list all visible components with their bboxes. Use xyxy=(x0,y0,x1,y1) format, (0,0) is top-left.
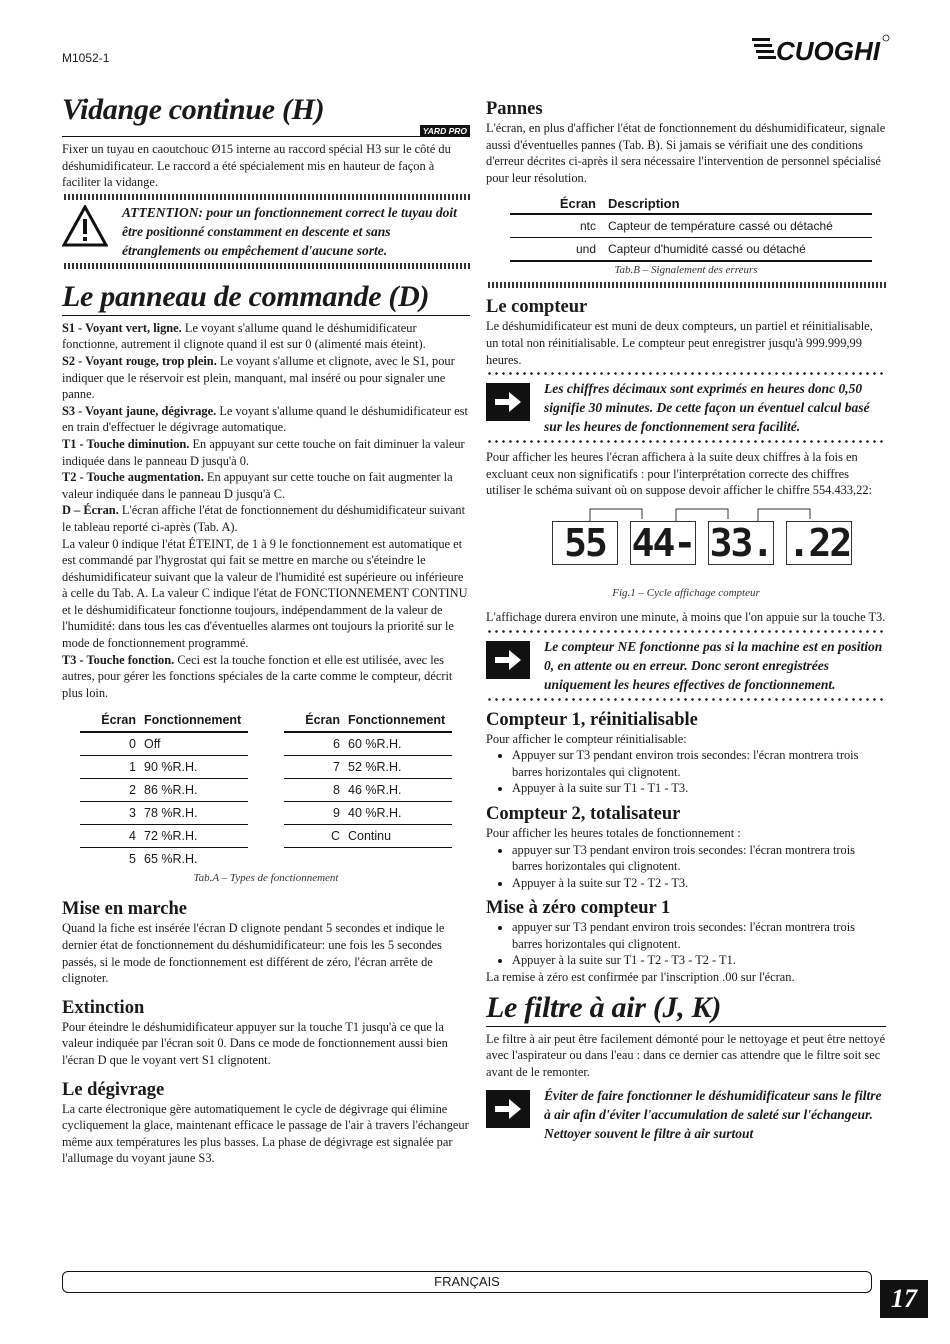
table-cell: Continu xyxy=(344,825,452,848)
tab-a-head-fonct: Fonctionnement xyxy=(344,709,452,732)
wave-divider xyxy=(62,263,470,269)
s1-label: S1 - Voyant vert, ligne. xyxy=(62,320,182,335)
compteur1-title: Compteur 1, réinitialisable xyxy=(486,709,698,730)
t3-label: T3 - Touche fonction. xyxy=(62,652,175,667)
footer-language-bar xyxy=(62,1271,872,1293)
table-cell: 6 xyxy=(284,732,344,756)
tab-a-head-fonct: Fonctionnement xyxy=(140,709,248,732)
compteur-title: Le compteur xyxy=(486,297,588,318)
footer-language: FRANÇAIS xyxy=(434,1274,500,1289)
pannes-title: Pannes xyxy=(486,99,543,119)
lcd-digit-group: 44- xyxy=(631,520,695,565)
affichage-text: L'affichage durera environ une minute, à moins que l'on appuie sur la touche T3. xyxy=(486,609,886,624)
tab-a-right xyxy=(284,709,452,848)
vidange-text: Fixer un tuyau en caoutchouc Ø15 interne au raccord spécial H3 sur le côté du déshumidificateur. Le raccord a été spécialement mis en hauteur de façon à faciliter la vidange. xyxy=(62,142,451,190)
note3-text: Éviter de faire fonctionner le déshumidificateur sans le filtre à air afin d'éviter l'accumulation de saleté sur l'échangeur. Nettoyer souvent le filtre à air surtout xyxy=(544,1088,882,1142)
table-row xyxy=(284,825,452,848)
t2-label: T2 - Touche augmentation. xyxy=(62,470,204,485)
table-cell: Off xyxy=(140,732,248,756)
mise-zero-title: Mise à zéro compteur 1 xyxy=(486,898,671,919)
degivrage-title: Le dégivrage xyxy=(62,1079,165,1100)
note-block xyxy=(486,375,886,440)
table-row xyxy=(80,825,248,848)
t3-text: Ceci est la touche fonction et elle est utilisée, avec les autres, pour gérer les fonctions spéciales de la carte comme le compteur, décrit plus loin. xyxy=(62,652,453,700)
table-cell: 46 %R.H. xyxy=(344,779,452,802)
table-cell: 60 %R.H. xyxy=(344,732,452,756)
s1-paragraph xyxy=(62,320,470,353)
list-item: • appuyer sur T3 pendant environ trois secondes: l'écran montrera trois barres horizontales qui clignotent. xyxy=(512,919,886,952)
title-rule xyxy=(62,128,470,137)
lcd-digit-group: 33. xyxy=(709,520,773,565)
tab-a-left xyxy=(80,709,248,870)
compteur-text: Le déshumidificateur est muni de deux compteurs, un partiel et réinitialisable, un total non réinitialisable. Le compteur peut enregistrer jusqu'à 999.999,99 heures. xyxy=(486,319,873,367)
table-cell: 1 xyxy=(80,756,140,779)
list-item: • Appuyer à la suite sur T2 - T2 - T3. xyxy=(512,875,886,892)
mise-title: Mise en marche xyxy=(62,899,188,920)
logo-text: CUOGHI xyxy=(776,36,880,66)
tab-a-head-ecran: Écran xyxy=(284,709,344,732)
table-cell: 9 xyxy=(284,802,344,825)
extinction-title: Extinction xyxy=(62,997,145,1018)
degivrage-text: La carte électronique gère automatiquement le cycle de dégivrage qui élimine cycliquement la glace, maintenant efficace le passage de l'air à travers l'échangeur même aux températures les plus basses. La phase de dégivrage est signalée par l'allumage du voyant jaune S3. xyxy=(62,1101,469,1166)
s3-paragraph xyxy=(62,403,470,436)
table-cell: Capteur d'humidité cassé ou détaché xyxy=(602,238,872,262)
filtre-title: Le filtre à air (J, K) xyxy=(486,990,722,1024)
tab-b-caption: Tab.B – Signalement des erreurs xyxy=(614,264,758,277)
t1-paragraph xyxy=(62,436,470,469)
table-cell: 65 %R.H. xyxy=(144,852,198,867)
fig-caption: Fig.1 – Cycle affichage compteur xyxy=(612,586,760,599)
table-row xyxy=(284,732,452,756)
table-row xyxy=(80,756,248,779)
note2-text: Le compteur NE fonctionne pas si la machine est en position 0, en attente ou en erreur. Donc seront enregistrées uniquement les heures effectives de fonctionnement. xyxy=(544,638,883,692)
list-item: • Appuyer à la suite sur T1 - T2 - T3 - T2 - T1. xyxy=(512,952,886,969)
compteur1-intro: Pour afficher le compteur réinitialisable: xyxy=(486,731,687,746)
wave-divider xyxy=(486,282,886,288)
table-cell: C xyxy=(284,825,344,848)
table-cell: 72 %R.H. xyxy=(140,825,248,848)
doc-code: M1052-1 xyxy=(62,51,110,65)
table-cell: 2 xyxy=(80,779,140,802)
table-cell: 90 %R.H. xyxy=(140,756,248,779)
table-row xyxy=(284,756,452,779)
table-cell: 7 xyxy=(284,756,344,779)
t1-text: En appuyant sur cette touche on fait diminuer la valeur indiquée dans le panneau D jusqu'à 0. xyxy=(62,436,465,468)
lcd-figure xyxy=(552,505,886,587)
compteur2-intro: Pour afficher les heures totales de fonctionnement : xyxy=(486,825,741,840)
right-column xyxy=(486,98,886,1143)
arrow-right-icon xyxy=(486,641,530,679)
yard-pro-badge: YARD PRO xyxy=(420,125,470,137)
list-item: • Appuyer à la suite sur T1 - T1 - T3. xyxy=(512,780,886,797)
tab-b xyxy=(510,194,872,262)
table-cell: 5 xyxy=(129,852,136,867)
table-cell: 4 xyxy=(80,825,140,848)
filtre-text: Le filtre à air peut être facilement démonté pour le nettoyage et peut être nettoyé avec l'aspirateur ou dans l'eau : dans ce dernier cas attendre que le filtre soit sec avant de le remonter. xyxy=(486,1031,886,1079)
table-row xyxy=(510,214,872,238)
title-rule xyxy=(62,315,470,316)
arrow-right-icon xyxy=(486,1090,530,1128)
dotted-divider xyxy=(486,440,886,443)
attention-text: ATTENTION: pour un fonctionnement correct le tuyau doit être positionné constamment en descente et sans étranglements ou empêchement d'aucune sorte. xyxy=(122,204,457,258)
t2-text: En appuyant sur cette touche on fait augmenter la valeur indiquée dans le panneau D jusqu'à C. xyxy=(62,470,453,501)
tab-a xyxy=(62,709,470,870)
d-text: L'écran affiche l'état de fonctionnement du déshumidificateur suivant le tableau reporté ci-après (Tab. A). xyxy=(62,503,466,534)
afficher-text: Pour afficher les heures l'écran affichera à la suite deux chiffres à la fois en excluant ceux non significatifs : pour l'interprétation correcte des chiffres utiliser le schéma suivant où on suppose devoir afficher le chiffre 554.433,22: xyxy=(486,450,872,498)
mise-zero-list xyxy=(486,919,886,969)
tab-b-head-desc: Description xyxy=(602,194,872,214)
arrow-right-icon xyxy=(486,383,530,421)
table-cell: 52 %R.H. xyxy=(344,756,452,779)
list-item: • Appuyer sur T3 pendant environ trois secondes: l'écran montrera trois barres horizontales qui clignotent. xyxy=(512,747,886,780)
attention-block xyxy=(62,203,470,260)
table-cell: 8 xyxy=(284,779,344,802)
s2-paragraph xyxy=(62,353,470,403)
table-row xyxy=(510,238,872,262)
note-block xyxy=(486,633,886,698)
table-cell: ntc xyxy=(510,214,602,238)
table-row xyxy=(80,779,248,802)
table-row xyxy=(80,848,248,871)
valeur-paragraph: La valeur 0 indique l'état ÉTEINT, de 1 à 9 le fonctionnement est automatique et est commandé par l'hygrostat qui fait se mettre en marche ou s'éteindre le déshumidificateur suivant que la valeur de l'humidité est supérieure ou inférieure à celle du Tab. A. La valeur C indique l'état de FONCTIONNEMENT CONTINU et le déshumidificateur fonctionne toujours, indépendamment de la valeur de l'humidité: dans tous les cas d'éventuelles alarmes ont toujours la priorité sur le mode de fonctionnement programmé. xyxy=(62,536,468,651)
dotted-divider xyxy=(486,698,886,701)
title-rule xyxy=(486,1026,886,1027)
vidange-title: Vidange continue (H) xyxy=(62,93,325,126)
s3-label: S3 - Voyant jaune, dégivrage. xyxy=(62,403,217,418)
panel-title: Le panneau de commande (D) xyxy=(62,279,430,313)
warning-icon xyxy=(62,203,112,260)
tab-a-head-ecran: Écran xyxy=(80,709,140,732)
compteur2-list xyxy=(486,842,886,892)
table-cell: 0 xyxy=(80,732,140,756)
tab-b-head-ecran: Écran xyxy=(510,194,602,214)
table-cell: und xyxy=(510,238,602,262)
table-row xyxy=(284,802,452,825)
mise-zero-after: La remise à zéro est confirmée par l'inscription .00 sur l'écran. xyxy=(486,970,795,985)
extinction-text: Pour éteindre le déshumidificateur appuyer sur la touche T1 jusqu'à ce que la valeur indiquée par l'écran soit 0. Dans ce mode de fonctionnement aussi bien l'écran D que le voyant vert S1 clignotent. xyxy=(62,1019,448,1067)
wave-divider xyxy=(62,194,470,200)
d-label: D – Écran. xyxy=(62,503,119,518)
note-block xyxy=(486,1086,886,1143)
compteur1-list xyxy=(486,747,886,797)
table-cell: 78 %R.H. xyxy=(140,802,248,825)
tab-a-caption: Tab.A – Types de fonctionnement xyxy=(193,872,339,885)
pannes-text: L'écran, en plus d'afficher l'état de fonctionnement du déshumidificateur, signale aussi d'éventuelles pannes (Tab. B). Si jamais se vérifiait une des conditions d'erreur décrites ci-après il sera nécessaire l'intervention de personnel spécialisé pour leur résolution. xyxy=(486,121,886,185)
t1-label: T1 - Touche diminution. xyxy=(62,436,190,451)
table-cell: 40 %R.H. xyxy=(344,802,452,825)
s1-text: Le voyant s'allume quand le déshumidificateur fonctionne, autrement il clignote quand il est sur 0 (alimenté mais éteint). xyxy=(62,320,426,352)
table-cell: 86 %R.H. xyxy=(140,779,248,802)
table-cell: 3 xyxy=(80,802,140,825)
note1-text: Les chiffres décimaux sont exprimés en heures donc 0,50 signifie 30 minutes. De cette façon un éventuel calcul basé sur les heures de fonctionnement sera facilité. xyxy=(544,381,870,435)
s2-label: S2 - Voyant rouge, trop plein. xyxy=(62,353,217,368)
table-row xyxy=(284,779,452,802)
s3-text: Le voyant s'allume quand le déshumidificateur est en train d'effectuer le dégivrage automatique. xyxy=(62,403,468,435)
table-row xyxy=(80,732,248,756)
compteur2-title: Compteur 2, totalisateur xyxy=(486,803,681,824)
lcd-display xyxy=(552,521,852,565)
mise-text: Quand la fiche est insérée l'écran D clignote pendant 5 secondes et indique le dernier état de fonctionnement du déshumidificateur: une fois les 5 secondes passés, si le mode de fonctionnement est différent de zéro, l'écran arrête de clignoter. xyxy=(62,921,445,986)
d-paragraph xyxy=(62,502,470,535)
page-number: 17 xyxy=(880,1280,928,1318)
table-row xyxy=(80,802,248,825)
table-cell: Capteur de température cassé ou détaché xyxy=(602,214,872,238)
left-column xyxy=(62,92,470,1167)
t3-paragraph xyxy=(62,652,470,702)
list-item: • appuyer sur T3 pendant environ trois secondes: l'écran montrera trois barres horizontales qui clignotent. xyxy=(512,842,886,875)
brand-logo xyxy=(750,32,890,66)
t2-paragraph xyxy=(62,469,470,502)
s2-text: Le voyant s'allume et clignote, avec le S1, pour indiquer que le réservoir est plein, manquant, mal inséré ou pour signaler une panne. xyxy=(62,353,455,402)
lcd-digit-group: 55 xyxy=(552,521,618,565)
lcd-digit-group: .22 xyxy=(787,520,851,565)
